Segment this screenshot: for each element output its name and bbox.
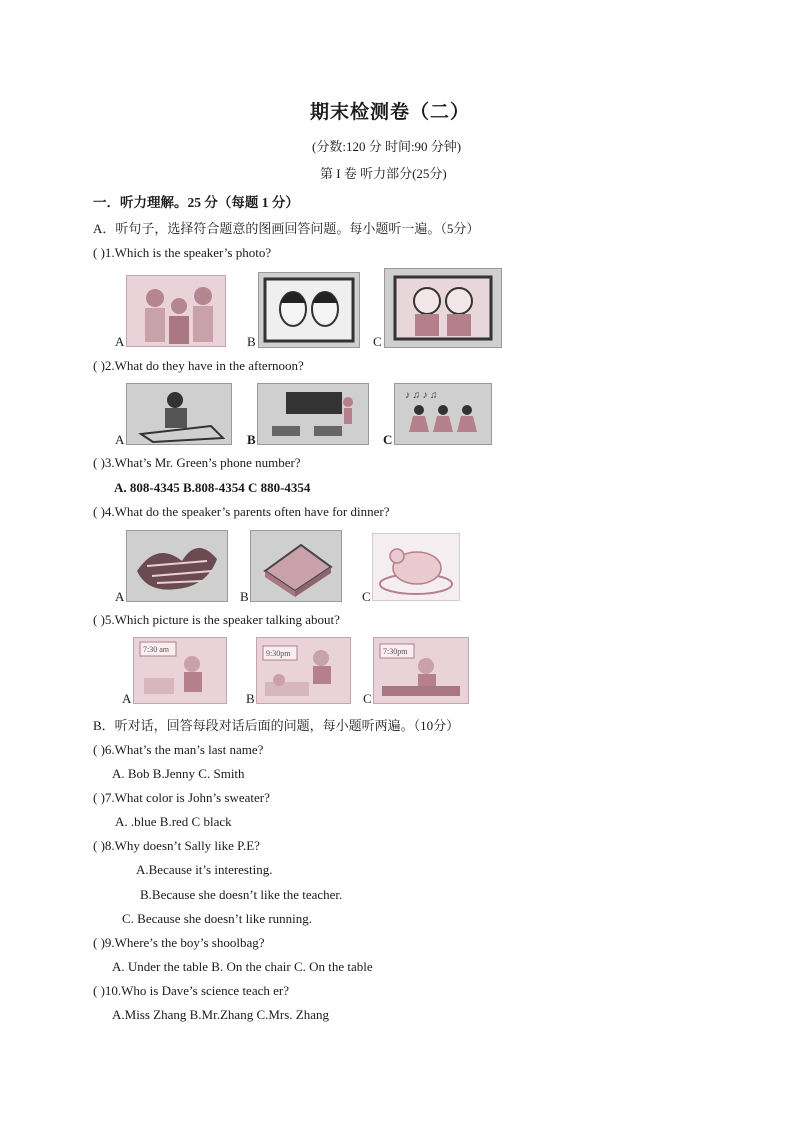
q4-label-b: B bbox=[240, 589, 249, 604]
q5-label-a: A bbox=[122, 691, 132, 706]
part-a-instruction: A．听句子，选择符合题意的图画回答问题。每小题听一遍。（5分） bbox=[93, 221, 480, 236]
q2-picture-b bbox=[257, 383, 369, 445]
q2-picture-c bbox=[394, 383, 492, 445]
q5-picture-b bbox=[256, 637, 351, 704]
q5b-clock-text: 9:30pm bbox=[266, 649, 291, 658]
q5-picture-c bbox=[373, 637, 469, 704]
page-title: 期末检测卷（二） bbox=[310, 102, 471, 123]
q1-label-b: B bbox=[247, 334, 256, 349]
question-9: ( )9.Where’s the boy’s shoolbag? bbox=[93, 935, 265, 950]
q8-option-c: C. Because she doesn’t like running. bbox=[122, 911, 313, 926]
question-6: ( )6.What’s the man’s last name? bbox=[93, 742, 264, 757]
q6-options: A. Bob B.Jenny C. Smith bbox=[112, 766, 245, 781]
q5-picture-a bbox=[133, 637, 227, 704]
part-title: 第 I 卷 听力部分(25分) bbox=[320, 166, 447, 181]
q4-label-a: A bbox=[115, 589, 125, 604]
q4-label-c: C bbox=[362, 589, 371, 604]
section-heading: 一．听力理解。25 分（每题 1 分） bbox=[93, 195, 299, 210]
question-5: ( )5.Which picture is the speaker talking about? bbox=[93, 612, 340, 627]
q4-picture-a bbox=[126, 530, 228, 602]
q7-options: A. .blue B.red C black bbox=[115, 814, 232, 829]
q1-picture-c bbox=[384, 268, 502, 348]
q8-option-a: A.Because it’s interesting. bbox=[136, 862, 273, 877]
question-7: ( )7.What color is John’s sweater? bbox=[93, 790, 270, 805]
q5-label-b: B bbox=[246, 691, 255, 706]
q2-label-c: C bbox=[383, 432, 393, 447]
q1-picture-b bbox=[258, 272, 360, 348]
q4-picture-b bbox=[250, 530, 342, 602]
svg-text:♪ ♫ ♪ ♫: ♪ ♫ ♪ ♫ bbox=[405, 390, 438, 401]
question-10: ( )10.Who is Dave’s science teach er? bbox=[93, 983, 289, 998]
q9-options: A. Under the table B. On the chair C. On the table bbox=[112, 959, 373, 974]
q5c-clock-text: 7:30pm bbox=[383, 647, 408, 656]
part-b-instruction: B．听对话，回答每段对话后面的问题，每小题听两遍。（10分） bbox=[93, 718, 460, 733]
q2-label-b: B bbox=[247, 432, 256, 447]
q5a-clock-text: 7:30 am bbox=[143, 645, 169, 654]
q8-option-b: B.Because she doesn’t like the teacher. bbox=[140, 887, 343, 902]
q1-picture-a bbox=[126, 275, 226, 347]
score-time: (分数:120 分 时间:90 分钟) bbox=[312, 139, 462, 154]
question-4: ( )4.What do the speaker’s parents often have for dinner? bbox=[93, 504, 390, 519]
q5-label-c: C bbox=[363, 691, 372, 706]
q4-picture-c bbox=[372, 533, 460, 601]
q1-label-a: A bbox=[115, 334, 125, 349]
question-1: ( )1.Which is the speaker’s photo? bbox=[93, 245, 272, 260]
q3-options: A. 808-4345 B.808-4354 C 880-4354 bbox=[114, 480, 311, 495]
question-3: ( )3.What’s Mr. Green’s phone number? bbox=[93, 455, 301, 470]
question-8: ( )8.Why doesn’t Sally like P.E? bbox=[93, 838, 260, 853]
q1-label-c: C bbox=[373, 334, 382, 349]
q2-picture-a bbox=[126, 383, 232, 445]
q2-label-a: A bbox=[115, 432, 125, 447]
question-2: ( )2.What do they have in the afternoon? bbox=[93, 358, 304, 373]
q10-options: A.Miss Zhang B.Mr.Zhang C.Mrs. Zhang bbox=[112, 1007, 330, 1022]
